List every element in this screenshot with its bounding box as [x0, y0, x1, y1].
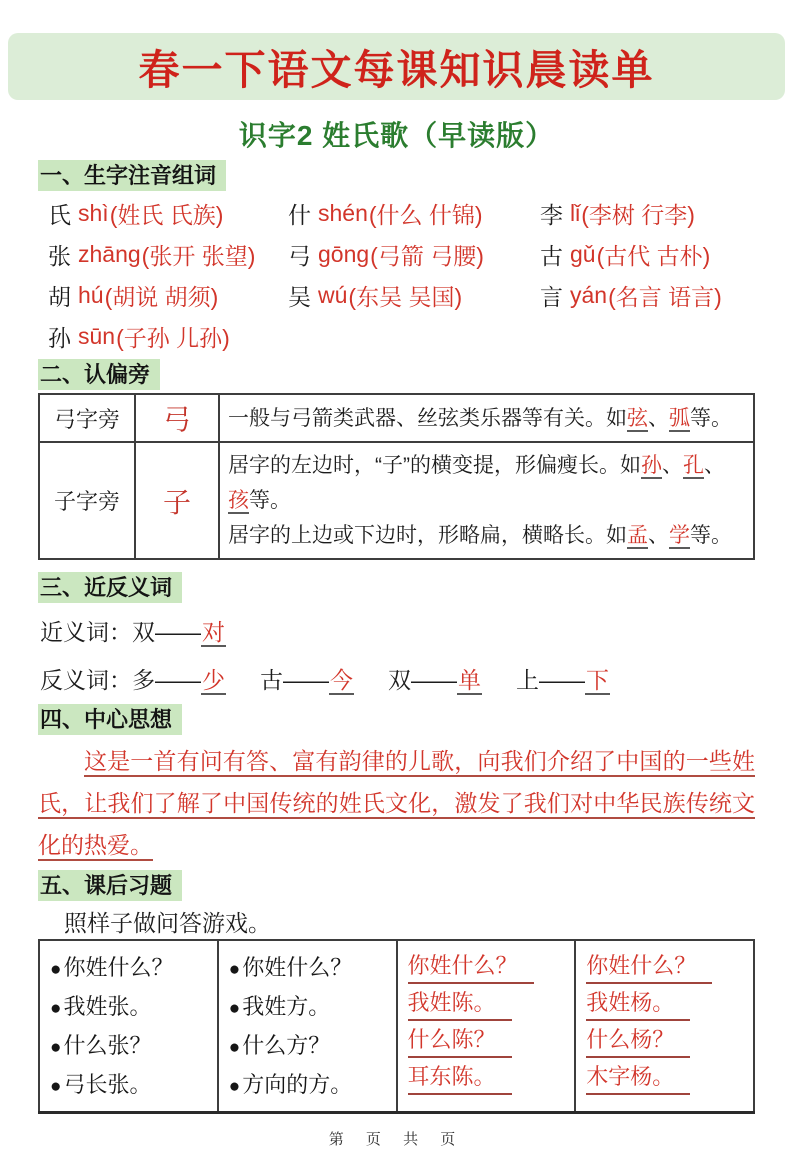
lesson-subtitle: 识字2 姓氏歌（早读版）	[238, 120, 555, 151]
vocab-item	[48, 234, 288, 275]
answer-word: 对	[202, 618, 225, 645]
word: 多	[132, 666, 155, 693]
radical-glyph: 弓	[135, 394, 219, 442]
word-pair	[260, 662, 354, 695]
radical-description	[219, 394, 754, 442]
table-row	[39, 394, 754, 442]
answer-text: 什么杨？	[586, 1023, 690, 1058]
desc-paragraph	[228, 518, 745, 553]
vocab-pinyin: yán	[570, 282, 608, 308]
vocab-char: 古	[540, 243, 563, 269]
bullet-icon: ●	[228, 1037, 241, 1058]
antonym-label: 反义词：	[40, 666, 132, 693]
bullet-icon: ●	[50, 959, 62, 980]
page-footer: 第 页 共 页	[328, 1131, 465, 1148]
dialog-line	[50, 988, 213, 1027]
vocab-char: 孙	[48, 325, 71, 351]
exercise-cell-example	[218, 940, 397, 1113]
exercise-table	[38, 939, 755, 1114]
desc-text: 等。	[690, 406, 732, 430]
vocab-words: (东吴 吴国)	[348, 284, 463, 310]
vocab-char: 氏	[48, 202, 71, 228]
vocab-words: (子孙 儿孙)	[116, 325, 230, 351]
example-char: 弧	[669, 406, 690, 430]
answer-word: 少	[202, 666, 225, 693]
vocab-pinyin: shén	[318, 200, 368, 226]
vocab-pinyin: gǔ	[570, 241, 596, 267]
example-char: 孩	[228, 489, 249, 512]
desc-paragraph	[228, 448, 745, 518]
answer-word: 下	[586, 666, 609, 693]
dialog-text: 我姓张。	[63, 994, 152, 1019]
section-theme	[38, 704, 755, 735]
separator: 、	[648, 406, 669, 430]
vocab-words: (名言 语言)	[608, 284, 722, 310]
desc-text: 等。	[690, 524, 732, 547]
vocab-pinyin: gōng	[318, 241, 370, 267]
word-pair	[132, 614, 226, 647]
vocab-char: 什	[288, 202, 311, 228]
vocab-words: (张开 张望)	[141, 243, 256, 269]
word: 古	[260, 666, 283, 693]
table-row	[39, 940, 754, 1113]
vocab-item	[540, 193, 755, 234]
vocab-char: 张	[48, 243, 71, 269]
answer-text: 耳东陈。	[408, 1060, 512, 1095]
exercise-cell-answer	[397, 940, 576, 1113]
dialog-text: 弓长张。	[63, 1072, 152, 1097]
synonym-label: 近义词：	[40, 618, 132, 645]
radical-name: 弓字旁	[39, 394, 135, 442]
vocab-pinyin: shì	[78, 200, 109, 226]
section-heading-radicals: 二、认偏旁	[38, 359, 160, 390]
exercise-intro: 照样子做问答游戏。	[64, 910, 271, 936]
vocab-item	[288, 275, 540, 316]
answer-word: 今	[330, 666, 353, 693]
dash: ——	[283, 666, 329, 693]
bullet-icon: ●	[50, 998, 62, 1019]
word: 双	[132, 618, 155, 645]
section-heading-vocab: 一、生字注音组词	[38, 160, 226, 191]
section-exercise	[38, 870, 755, 901]
page-title: 春一下语文每课知识晨读单	[138, 47, 655, 93]
answer-line	[586, 1060, 749, 1097]
answer-text: 木字杨。	[586, 1060, 690, 1095]
dialog-line	[229, 1066, 392, 1105]
dialog-line	[50, 949, 213, 988]
exercise-cell-example	[39, 940, 218, 1113]
vocab-words: (什么 什锦)	[368, 202, 483, 228]
separator: 、	[662, 454, 683, 477]
answer-text: 你姓什么？	[408, 949, 534, 984]
vocab-item	[48, 275, 288, 316]
table-row	[39, 442, 754, 559]
dash: ——	[539, 666, 585, 693]
vocab-pinyin: lǐ	[570, 200, 581, 226]
bullet-icon: ●	[228, 959, 241, 980]
vocab-words: (胡说 胡须)	[104, 284, 219, 310]
answer-line	[586, 949, 749, 986]
radical-description	[219, 442, 754, 559]
vocab-words: (弓箭 弓腰)	[370, 243, 484, 269]
vocab-item	[540, 275, 755, 316]
dialog-text: 什么张？	[63, 1033, 152, 1058]
vocab-words: (李树 行李)	[581, 202, 695, 228]
vocab-words: (古代 古朴)	[596, 243, 711, 269]
answer-line	[408, 949, 571, 986]
answer-line	[408, 986, 571, 1023]
vocab-pinyin: hú	[78, 282, 104, 308]
desc-text: 居字的上边或下边时，形略扁，横略长。如	[228, 524, 627, 547]
vocab-pinyin: zhāng	[78, 241, 141, 267]
answer-line	[586, 1023, 749, 1060]
section-heading-theme: 四、中心思想	[38, 704, 182, 735]
example-char: 孙	[641, 454, 662, 477]
radical-table	[38, 393, 755, 560]
answer-line	[408, 1023, 571, 1060]
vocab-item	[288, 234, 540, 275]
word: 双	[388, 666, 411, 693]
exercise-cell-answer	[575, 940, 754, 1113]
vocab-item	[48, 316, 288, 357]
dialog-line	[229, 988, 392, 1027]
vocab-item	[540, 234, 755, 275]
answer-word: 单	[458, 666, 481, 693]
vocab-char: 言	[540, 284, 563, 310]
radical-glyph: 子	[135, 442, 219, 559]
answer-text: 我姓陈。	[408, 986, 512, 1021]
dialog-text: 你姓什么？	[242, 955, 353, 980]
bullet-icon: ●	[228, 1076, 241, 1097]
vocab-words: (姓氏 氏族)	[109, 202, 224, 228]
answer-text: 你姓什么？	[586, 949, 712, 984]
vocab-pinyin: sūn	[78, 323, 116, 349]
word: 上	[516, 666, 539, 693]
dash: ——	[155, 666, 201, 693]
synonym-line	[40, 609, 755, 651]
vocab-pinyin: wú	[318, 282, 348, 308]
word-pair	[516, 662, 610, 695]
dialog-text: 你姓什么？	[63, 955, 174, 980]
dialog-text: 什么方？	[242, 1033, 331, 1058]
vocab-item	[288, 193, 540, 234]
dialog-line	[229, 1027, 392, 1066]
section-heading-synonyms: 三、近反义词	[38, 572, 182, 603]
section-heading-exercise: 五、课后习题	[38, 870, 182, 901]
dialog-line	[229, 949, 392, 988]
bullet-icon: ●	[228, 998, 241, 1019]
separator: 、	[648, 524, 669, 547]
section-synonyms	[38, 572, 755, 603]
antonym-line	[40, 657, 755, 699]
example-char: 孔	[683, 454, 704, 477]
example-char: 弦	[627, 406, 648, 430]
bullet-icon: ●	[50, 1037, 62, 1058]
dialog-text: 方向的方。	[242, 1072, 353, 1097]
bullet-icon: ●	[50, 1076, 62, 1097]
answer-line	[586, 986, 749, 1023]
radical-name: 子字旁	[39, 442, 135, 559]
word-pair	[388, 662, 482, 695]
example-char: 孟	[627, 524, 648, 547]
dash: ——	[411, 666, 457, 693]
section-radicals	[38, 359, 755, 390]
dialog-line	[50, 1066, 213, 1105]
desc-text: 等。	[249, 489, 291, 512]
answer-text: 我姓杨。	[586, 986, 690, 1021]
vocab-char: 弓	[288, 243, 311, 269]
theme-paragraph: 这是一首有问有答、富有韵律的儿歌，向我们介绍了中国的一些姓氏，让我们了解了中国传统的姓氏文化，激发了我们对中华民族传统文化的热爱。	[38, 748, 755, 858]
vocab-char: 吴	[288, 284, 311, 310]
vocab-grid	[48, 193, 755, 357]
dash: ——	[155, 618, 201, 645]
dialog-line	[50, 1027, 213, 1066]
example-char: 学	[669, 524, 690, 547]
title-banner	[8, 33, 785, 100]
desc-text: 居字的左边时，“子”的横变提，形偏瘦长。如	[228, 454, 641, 477]
answer-line	[408, 1060, 571, 1097]
desc-text: 一般与弓箭类武器、丝弦类乐器等有关。如	[228, 406, 627, 430]
vocab-char: 胡	[48, 284, 71, 310]
dialog-text: 我姓方。	[242, 994, 331, 1019]
vocab-item	[48, 193, 288, 234]
section-vocab	[38, 160, 755, 191]
answer-text: 什么陈？	[408, 1023, 512, 1058]
vocab-char: 李	[540, 202, 563, 228]
separator: 、	[704, 454, 725, 477]
word-pair	[132, 662, 226, 695]
worksheet-body	[0, 160, 793, 1114]
